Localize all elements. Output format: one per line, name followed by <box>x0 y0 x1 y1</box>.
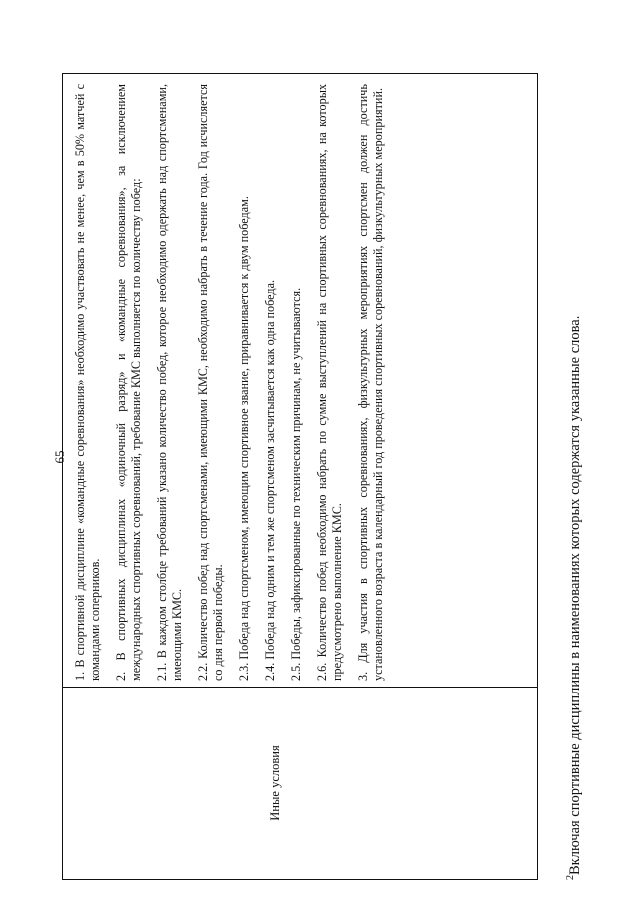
condition-paragraph-2-4: 2.4. Победа над одним и тем же спортсменом засчитывается как одна победа. <box>263 279 277 681</box>
page-number: 65 <box>52 450 67 464</box>
conditions-table <box>62 73 538 880</box>
footnote <box>565 60 584 880</box>
condition-paragraph-2-6: 2.6. Количество побед необходимо набрать по сумме выступлений на спортивных соревнованиях, на которых предусмотрено выполнение КМС. <box>315 84 344 681</box>
table-right-column <box>63 74 537 687</box>
footnote-marker: 2 <box>565 875 576 880</box>
condition-paragraph-1: 1. В спортивной дисциплине «командные соревнования» необходимо участвовать не менее, чем в 50% матчей с командами соперников. <box>73 84 102 681</box>
condition-paragraph-2-3: 2.3. Победа над спортсменом, имеющим спортивное звание, приравнивается к двум победам. <box>237 196 251 681</box>
condition-paragraph-2-1: 2.1. В каждом столбце требований указано количество побед, которое необходимо одержать над спортсменами, имеющими КМС. <box>155 84 184 681</box>
table-left-column <box>63 687 537 879</box>
condition-paragraph-2-2: 2.2. Количество побед над спортсменами, имеющими КМС, необходимо набрать в течение года. Год исчисляется со дня первой победы. <box>196 84 225 681</box>
row-header-other-conditions: Иные условия <box>268 745 282 821</box>
condition-paragraph-2: 2. В спортивных дисциплинах «одиночный разряд» и «командные соревнования», за исключением международных спортивных соревнований, требование КМС выполняется по количеству побед: <box>114 84 143 681</box>
condition-paragraph-2-5: 2.5. Победы, зафиксированные по техническим причинам, не учитываются. <box>289 287 303 681</box>
footnote-text: Включая спортивные дисциплины в наименованиях которых содержатся указанные слова. <box>566 315 583 875</box>
condition-paragraph-3: 3. Для участия в спортивных соревнованиях, физкультурных мероприятиях спортсмен должен достичь установленного возраста в календарный год проведения спортивных соревнований, физкультурных мероприятий. <box>356 84 385 681</box>
